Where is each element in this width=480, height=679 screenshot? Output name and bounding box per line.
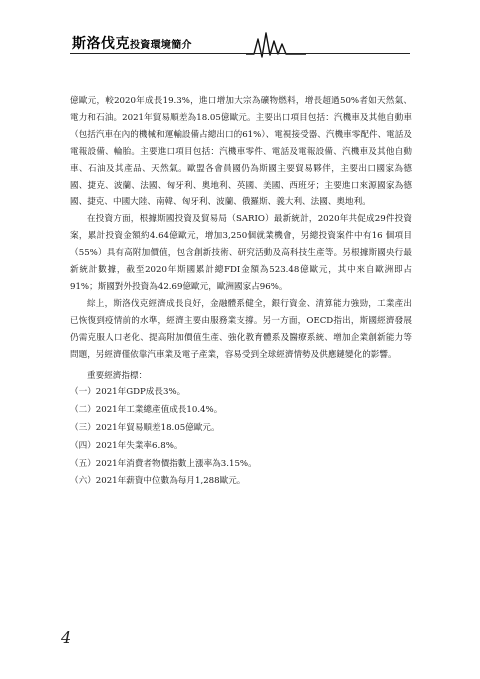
- list-item: （三）2021年貿易順差18.05億歐元。: [70, 423, 220, 433]
- page-number: 4: [61, 628, 72, 647]
- list-item: （一）2021年GDP成長3%。: [70, 387, 186, 398]
- paragraph-investment: 在投資方面，根據斯國投資及貿易局（SARIO）最新統計，2020年共促成29件投資案，累計投資金額約4.64億歐元，增加3,250個就業機會，另總投資案件中有16 個項目（55%）具有高附加價值，包含創新技術、研究活動及高科技生產等。另根據斯國央行最新統計數據，截至2020年斯國累計總FDI金額為523.48億歐元，其中來自歐洲即占91%；斯國對外投資為42.69億歐元，歐洲國家占96%。: [70, 214, 412, 292]
- paragraph-summary: 綜上，斯洛伐克經濟成長良好，金融體系健全，銀行資金、清算能力強勁，工業產出已恢復到疫情前的水準，經濟主要由服務業支撐。另一方面，OECD指出，斯國經濟發展仍需克服人口老化、提高附加價值生產、強化教育體系及醫療系統、增加企業創新能力等問題，另經濟僅依靠汽車業及電子產業，容易受到全球經濟情勢及供應鏈變化的影響。: [70, 298, 412, 360]
- list-item: （五）2021年消費者物價指數上漲率為3.15%。: [70, 458, 257, 469]
- page-header: [70, 27, 410, 61]
- header-rule: [70, 53, 410, 54]
- document-body: [70, 93, 412, 491]
- list-item: （二）2021年工業總產值成長10.4%。: [70, 405, 223, 416]
- list-item: （六）2021年薪資中位數為每月1,288歐元。: [70, 476, 246, 487]
- indicators-list: [70, 384, 412, 491]
- list-item: （四）2021年失業率6.8%。: [70, 440, 183, 451]
- header-title-main: 斯洛伐克: [72, 36, 130, 52]
- header-title: [72, 33, 192, 53]
- indicators-heading: 重要經濟指標：: [87, 370, 148, 381]
- waveform-icon: [246, 29, 306, 59]
- paragraph-trade: 億歐元，較2020年成長19.3%，進口增加大宗為礦物燃料，增長超過50%者如天然氣、電力和石油。2021年貿易順差為18.05億歐元。主要出口項目包括：汽機車及其他自動車（包括汽車在內的機械和運輸設備占總出口的61%）、電視接受器、汽機車零配件、電話及電報設備、輪胎。主要進口項目包括：汽機車零件、電話及電報設備、汽機車及其他自動車、石油及其產品、天然氣。歐盟各會員國仍為斯國主要貿易夥伴，主要出口國家為德國、捷克、波蘭、法國、匈牙利、奧地利、英國、美國、西班牙；主要進口來源國家為德國、捷克、中國大陸、南韓、匈牙利、波蘭、俄羅斯、義大利、法國、奧地利。: [70, 96, 412, 208]
- header-title-sub: 投資環境簡介: [130, 40, 192, 51]
